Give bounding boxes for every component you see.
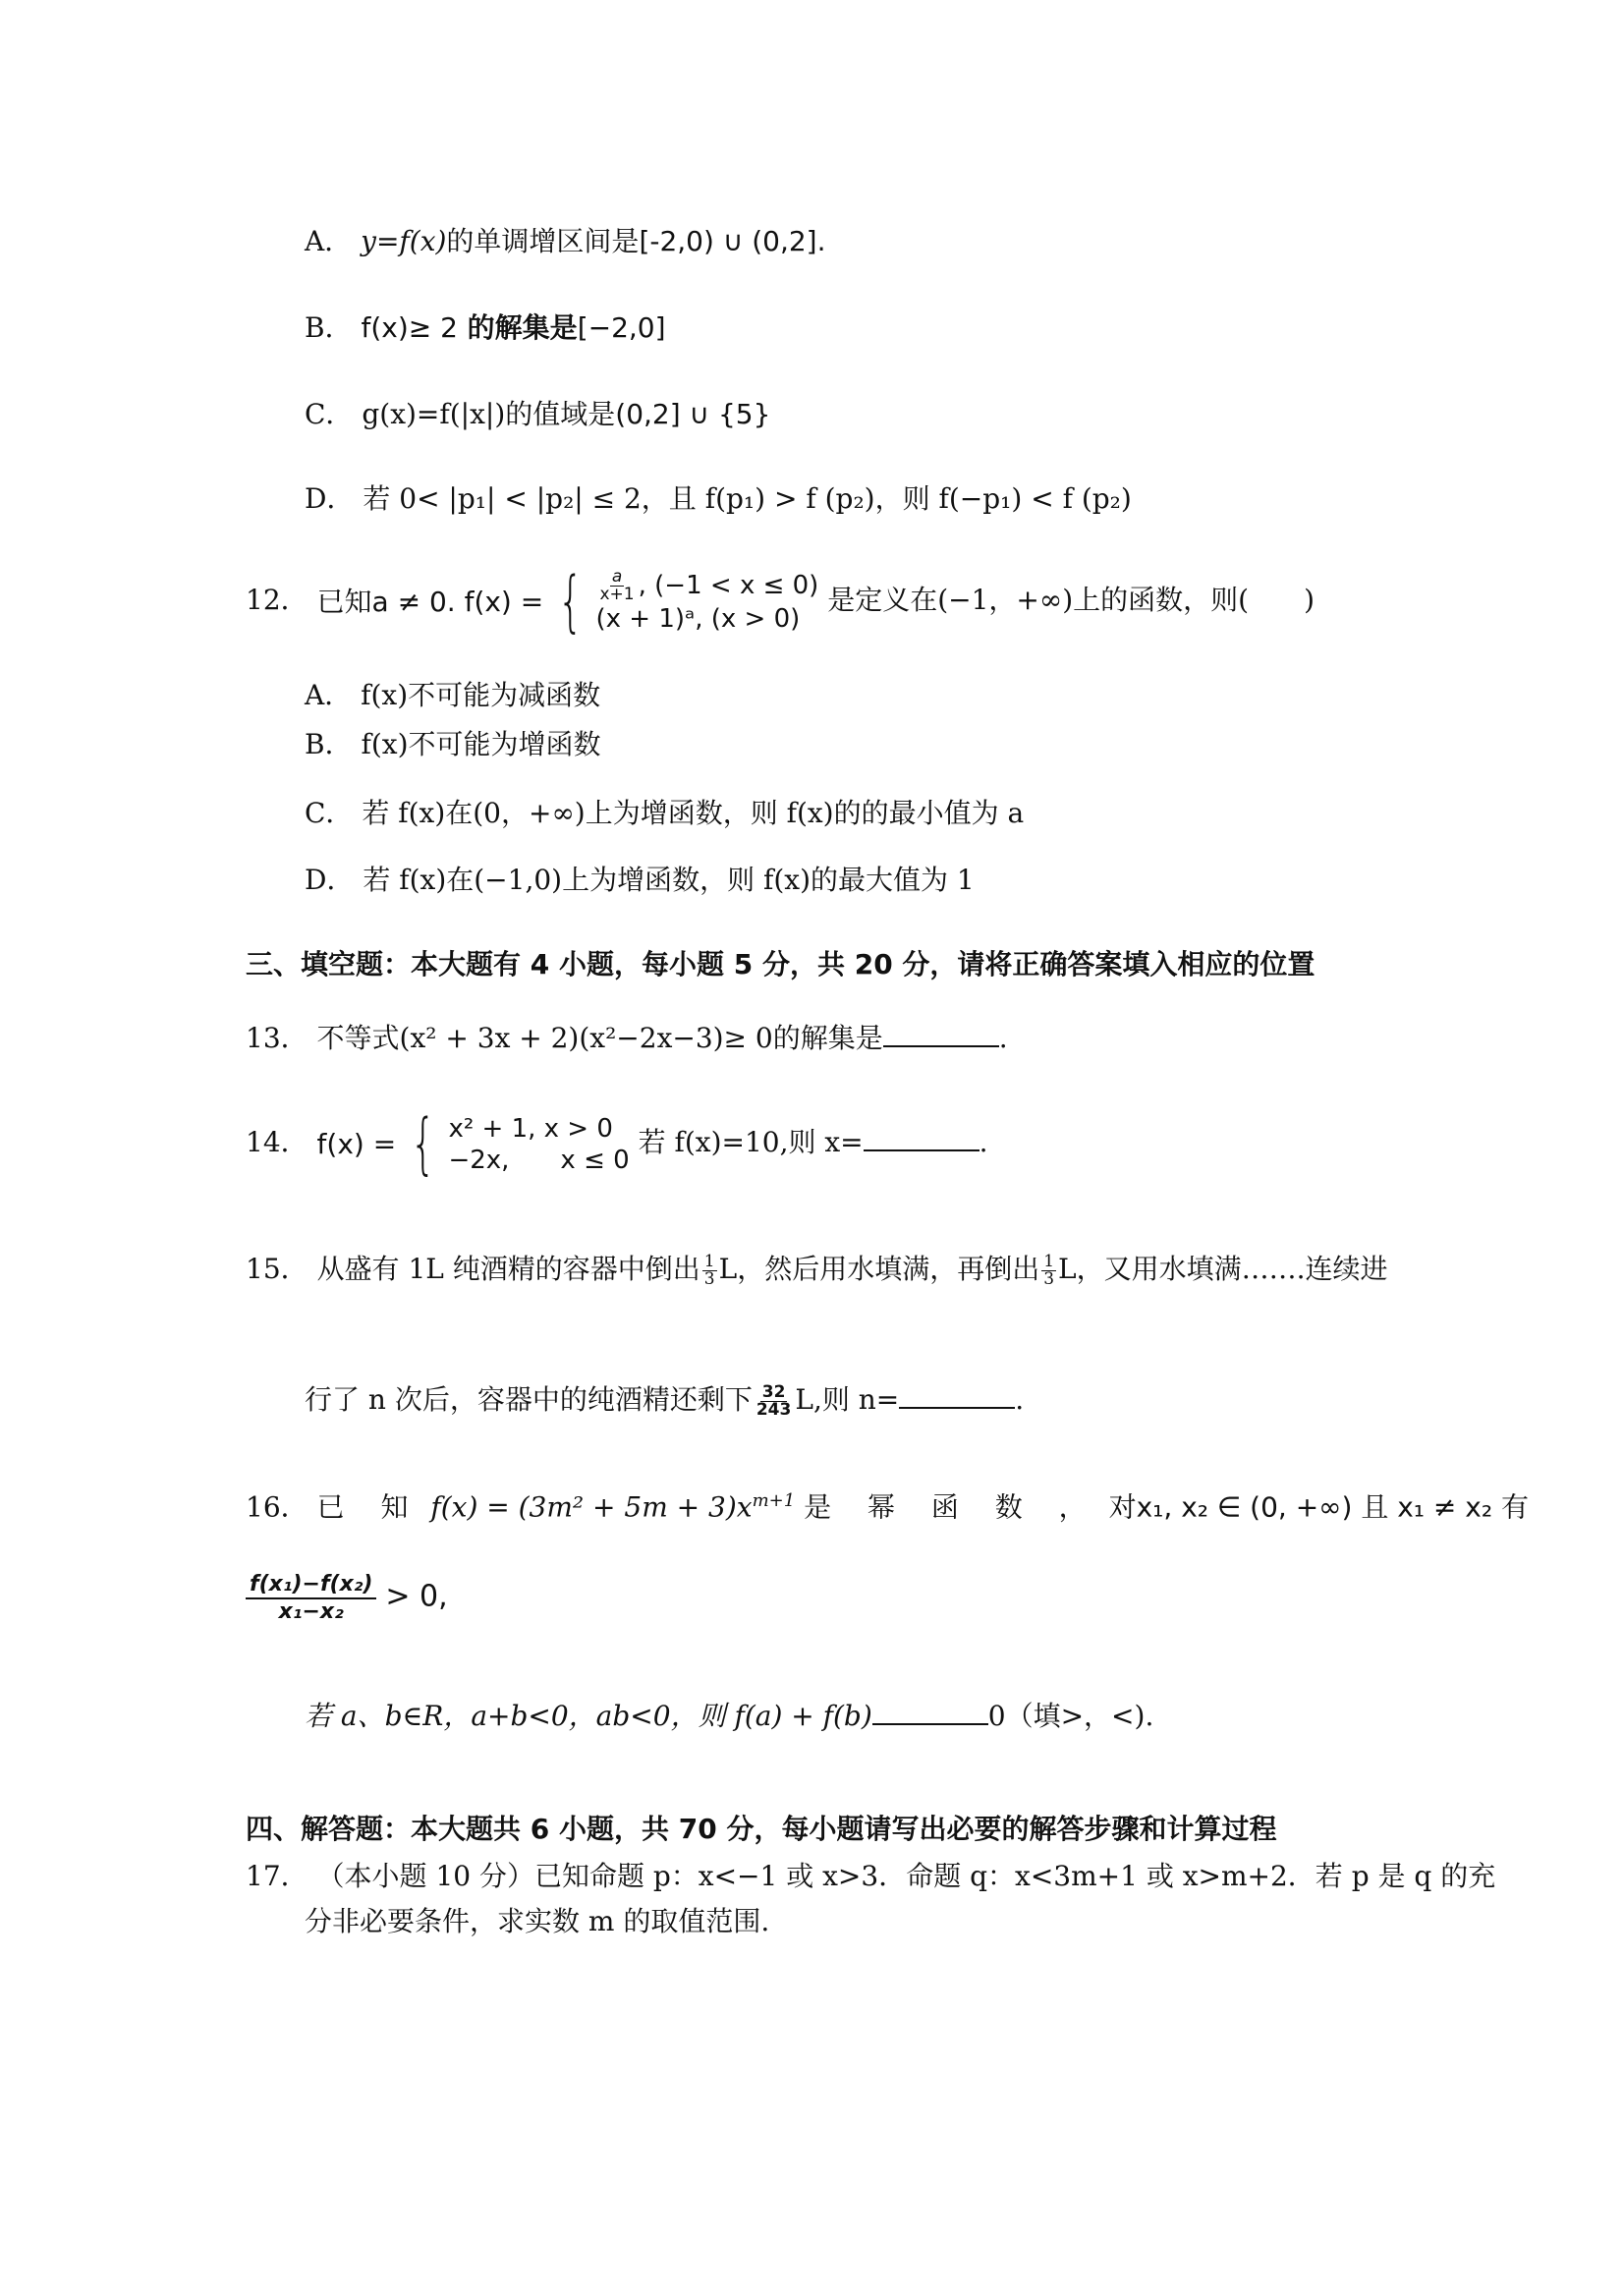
case-2: −2x, x ≤ 0 bbox=[448, 1145, 630, 1175]
question-number: 16． bbox=[246, 1490, 308, 1524]
fraction-numerator: 1 bbox=[1043, 1252, 1055, 1271]
answer-blank bbox=[883, 1016, 999, 1047]
case-2: (x + 1)ᵃ, (x > 0) bbox=[595, 604, 801, 634]
question-number: 14． bbox=[246, 1126, 308, 1158]
fraction-denominator: 3 bbox=[1043, 1269, 1055, 1289]
question-13 bbox=[246, 1016, 1008, 1058]
fraction-denominator: x₁−x₂ bbox=[278, 1599, 344, 1624]
question-condition: 对x₁, x₂ ∈ (0, +∞) 且 x₁ ≠ x₂ 有 bbox=[1108, 1490, 1529, 1524]
question-text: 0（填>，<). bbox=[987, 1700, 1154, 1732]
fraction bbox=[755, 1384, 794, 1419]
fraction-numerator: a bbox=[611, 567, 623, 587]
option-label: C． bbox=[305, 398, 354, 430]
answer-blank bbox=[864, 1120, 979, 1151]
question-12 bbox=[246, 562, 1315, 641]
q11-option-a bbox=[305, 222, 826, 261]
option-expr: f(x)≥ 2 bbox=[361, 311, 458, 344]
piecewise-cases bbox=[596, 569, 819, 635]
fraction bbox=[598, 569, 637, 603]
option-set: [-2,0) ∪ (0,2]. bbox=[639, 225, 826, 257]
question-17-line-1 bbox=[246, 1857, 1495, 1896]
option-set: [−2,0] bbox=[577, 311, 666, 344]
inequality: > 0, bbox=[385, 1579, 448, 1614]
question-text: （本小题 10 分）已知命题 p：x<−1 或 x>3．命题 q：x<3m+1 或 x>m+2．若 p 是 q 的充 bbox=[316, 1860, 1496, 1892]
question-16-line-2 bbox=[246, 1572, 448, 1625]
q11-option-d bbox=[305, 479, 1132, 519]
option-label: B． bbox=[305, 311, 353, 344]
q12-function-definition bbox=[316, 562, 819, 641]
q12-option-b bbox=[305, 725, 601, 764]
question-text: 不等式(x² + 3x + 2)(x²−2x−3)≥ 0的解集是 bbox=[316, 1022, 883, 1054]
left-brace: { bbox=[557, 562, 584, 641]
question-number: 12． bbox=[246, 584, 308, 616]
question-16-line-1 bbox=[246, 1482, 1529, 1527]
question-text: 从盛有 1L 纯酒精的容器中倒出 bbox=[316, 1253, 700, 1285]
option-label: A． bbox=[305, 679, 353, 711]
left-brace: { bbox=[410, 1104, 436, 1183]
option-text: f(x)不可能为增函数 bbox=[361, 728, 601, 760]
question-text: 已 知 bbox=[316, 1490, 422, 1524]
option-label: D． bbox=[305, 482, 355, 515]
option-text: 的解集是 bbox=[457, 311, 578, 344]
option-text: 若 0< |p₁| < |p₂| ≤ 2，且 f(p₁) > f (p₂)，则 f(−p₁) < f (p₂) bbox=[363, 482, 1132, 515]
question-text: 是 幂 函 数 ， bbox=[804, 1490, 1100, 1524]
fraction-denominator: x+1 bbox=[599, 585, 635, 604]
q11-option-b bbox=[305, 308, 666, 348]
section-3-heading: 三、填空题：本大题有 4 小题，每小题 5 分，共 20 分，请将正确答案填入相应的位置 bbox=[246, 948, 1315, 980]
question-number: 13． bbox=[246, 1022, 308, 1054]
option-text: f(x)不可能为减函数 bbox=[361, 679, 601, 711]
fraction-numerator: 1 bbox=[703, 1252, 715, 1271]
question-14 bbox=[246, 1104, 988, 1183]
option-expr: y=f(x) bbox=[361, 225, 447, 257]
case-1 bbox=[596, 569, 819, 603]
q14-prefix: f(x) = bbox=[316, 1127, 397, 1160]
question-15-line-1 bbox=[246, 1250, 1388, 1289]
q12-option-d bbox=[305, 861, 975, 900]
question-number: 17． bbox=[246, 1860, 308, 1892]
exponent: m+1 bbox=[752, 1490, 796, 1511]
fraction-denominator: 3 bbox=[703, 1269, 715, 1289]
fraction-numerator: 32 bbox=[761, 1382, 786, 1402]
question-number: 15． bbox=[246, 1253, 308, 1285]
option-label: B． bbox=[305, 728, 353, 760]
question-end: . bbox=[1015, 1383, 1025, 1416]
option-text: 若 f(x)在(0，+∞)上为增函数，则 f(x)的的最小值为 a bbox=[362, 797, 1025, 829]
question-text: L，又用水填满…….连续进 bbox=[1058, 1253, 1388, 1285]
difference-quotient bbox=[246, 1572, 376, 1625]
option-text: 的单调增区间是 bbox=[446, 225, 640, 257]
option-expr: g(x)=f(|x|) bbox=[362, 398, 506, 430]
question-15-line-2 bbox=[305, 1377, 1024, 1422]
answer-blank bbox=[872, 1694, 988, 1725]
section-4-heading: 四、解答题：本大题共 6 小题，共 70 分，每小题请写出必要的解答步骤和计算过程 bbox=[246, 1813, 1277, 1845]
case-1: x² + 1, x > 0 bbox=[448, 1113, 613, 1144]
option-label: A． bbox=[305, 225, 353, 257]
question-text: 若 a、b∈R，a+b<0，ab<0，则 f(a) + f(b) bbox=[305, 1700, 872, 1732]
q12-prefix: 已知a ≠ 0. f(x) = bbox=[316, 585, 544, 618]
question-text: L,则 n= bbox=[795, 1383, 900, 1416]
option-set: (0,2] ∪ {5} bbox=[615, 398, 771, 430]
fraction bbox=[1041, 1254, 1056, 1288]
piecewise-cases bbox=[448, 1113, 629, 1176]
q12-option-a bbox=[305, 676, 600, 715]
option-text: 的值域是 bbox=[505, 398, 616, 430]
question-text: 若 f(x)=10,则 x= bbox=[638, 1126, 864, 1158]
q14-function-definition bbox=[316, 1104, 630, 1183]
option-text: 若 f(x)在(−1,0)上为增函数，则 f(x)的最大值为 1 bbox=[363, 864, 975, 896]
q12-option-c bbox=[305, 794, 1024, 833]
option-label: C． bbox=[305, 797, 354, 829]
question-text: L，然后用水填满，再倒出 bbox=[718, 1253, 1040, 1285]
fraction-denominator: 243 bbox=[756, 1400, 792, 1420]
question-end: . bbox=[979, 1126, 988, 1158]
power-function-expr: f(x) = (3m² + 5m + 3)x bbox=[430, 1490, 753, 1524]
question-end: . bbox=[998, 1022, 1008, 1054]
case-1-condition: , (−1 < x ≤ 0) bbox=[638, 571, 819, 600]
question-text: 分非必要条件，求实数 m 的取值范围. bbox=[305, 1905, 770, 1937]
q11-option-c bbox=[305, 395, 770, 434]
answer-blank bbox=[899, 1377, 1015, 1409]
question-16-line-3 bbox=[305, 1694, 1153, 1736]
question-17-line-2 bbox=[305, 1902, 769, 1941]
fraction bbox=[702, 1254, 717, 1288]
fraction-numerator: f(x₁)−f(x₂) bbox=[246, 1572, 376, 1599]
q12-suffix: 是定义在(−1，+∞)上的函数，则( ) bbox=[827, 584, 1315, 616]
option-label: D． bbox=[305, 864, 355, 896]
question-text: 行了 n 次后，容器中的纯酒精还剩下 bbox=[305, 1383, 753, 1416]
